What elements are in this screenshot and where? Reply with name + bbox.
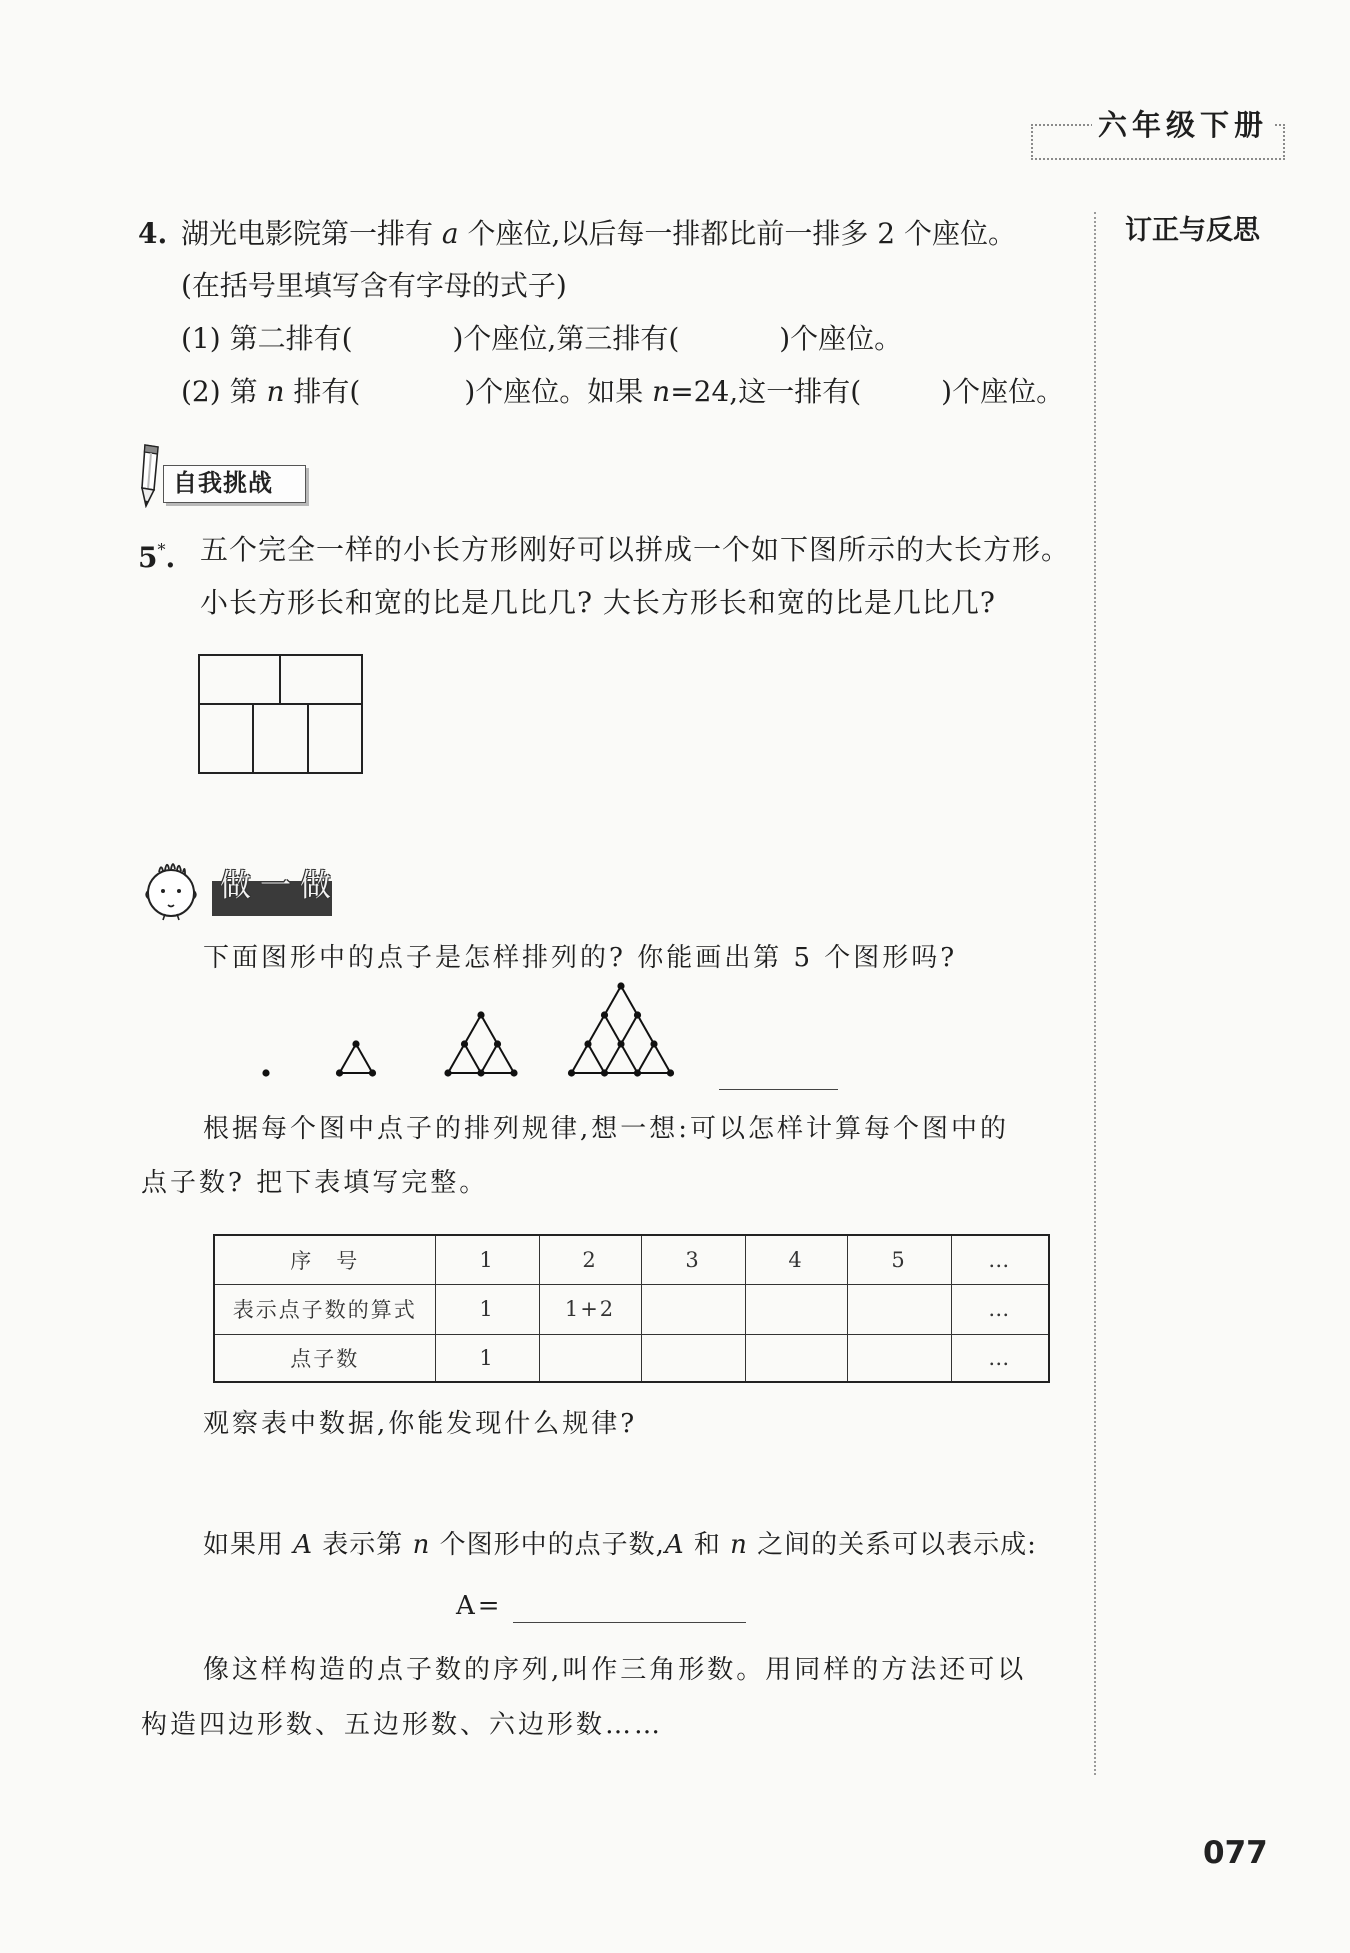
relation-text: 和 — [684, 1530, 731, 1560]
table-cell — [539, 1334, 641, 1382]
relation-text: 表示第 — [313, 1530, 413, 1560]
variable-A: A — [664, 1530, 685, 1560]
activity-intro: 下面图形中的点子是怎样排列的? 你能画出第 5 个图形吗? — [203, 943, 958, 973]
relation-text: 如果用 — [203, 1530, 294, 1560]
answer-blank — [861, 400, 941, 401]
dot-link-line — [588, 1044, 605, 1073]
variable-n: n — [266, 375, 285, 408]
table-cell — [847, 1334, 951, 1382]
observe-question: 观察表中数据,你能发现什么规律? — [203, 1409, 638, 1439]
dot — [601, 1069, 608, 1076]
dot — [584, 1040, 591, 1047]
formula-lhs: A= — [456, 1591, 503, 1621]
dot — [667, 1069, 674, 1076]
table-cell: 3 — [641, 1235, 745, 1284]
row-divider-line — [200, 703, 361, 705]
dot — [444, 1069, 451, 1076]
table-row — [214, 1284, 1049, 1334]
dot-link-line — [340, 1044, 357, 1073]
variable-n: n — [412, 1530, 431, 1560]
dot-count-table — [213, 1234, 1050, 1383]
formula-answer-line — [513, 1622, 746, 1623]
problem-5-statement: 五个完全一样的小长方形刚好可以拼成一个如下图所示的大长方形。 — [200, 533, 1071, 566]
row-header: 点子数 — [214, 1334, 435, 1382]
table-cell: … — [951, 1284, 1049, 1334]
table-cell: 2 — [539, 1235, 641, 1284]
cartoon-face-icon — [139, 857, 203, 921]
question-text: 排有( — [284, 375, 361, 408]
table-cell: 1 — [435, 1334, 539, 1382]
problem-4-statement — [181, 217, 1016, 251]
dot — [601, 1011, 608, 1018]
question-text: )个座位。如果 — [464, 375, 653, 408]
table-cell: 5 — [847, 1235, 951, 1284]
badge-label: 做一做 — [220, 868, 340, 904]
table-row — [214, 1334, 1049, 1382]
answer-blank — [360, 400, 464, 401]
correction-reflection-title: 订正与反思 — [1125, 215, 1260, 246]
dot — [262, 1069, 269, 1076]
table-cell — [745, 1284, 847, 1334]
do-it-badge — [212, 864, 340, 918]
table-cell: 1+2 — [539, 1284, 641, 1334]
dot-link-line — [481, 1044, 498, 1073]
page-number: 077 — [1203, 1835, 1268, 1871]
dot-figure-3 — [444, 1011, 517, 1076]
relation-question — [203, 1528, 1037, 1562]
dot — [336, 1069, 343, 1076]
dot — [494, 1040, 501, 1047]
dot-link-line — [356, 1044, 373, 1073]
margin-divider — [1094, 212, 1096, 1775]
problem-number: 5 — [138, 541, 158, 574]
question-text: =24,这一排有( — [670, 375, 862, 408]
dot — [352, 1040, 359, 1047]
row-header: 序 号 — [214, 1235, 435, 1284]
dot-figure-2 — [336, 1040, 376, 1076]
triangular-dot-figures — [230, 970, 710, 1085]
table-cell — [847, 1284, 951, 1334]
pencil-icon — [136, 442, 166, 508]
table-cell — [641, 1284, 745, 1334]
rectangle-puzzle-figure — [198, 654, 363, 774]
self-challenge-badge: 自我挑战 — [163, 465, 306, 503]
dot — [477, 1069, 484, 1076]
dot-figure-4 — [568, 982, 674, 1076]
dot-figure-1 — [262, 1069, 269, 1076]
dot-link-line — [638, 1044, 655, 1073]
answer-blank — [679, 347, 779, 348]
variable-n: n — [730, 1530, 748, 1560]
variable-n: n — [652, 375, 671, 408]
row-header: 表示点子数的算式 — [214, 1284, 435, 1334]
activity-paragraph-line-1: 根据每个图中点子的排列规律,想一想:可以怎样计算每个图中的 — [203, 1114, 1010, 1144]
relation-text: 之间的关系可以表示成: — [747, 1530, 1037, 1560]
table-cell — [641, 1334, 745, 1382]
activity-paragraph-line-2: 点子数? 把下表填写完整。 — [141, 1168, 489, 1198]
table-cell: 1 — [435, 1235, 539, 1284]
top-row-divider-line — [279, 656, 281, 703]
table-cell: 1 — [435, 1284, 539, 1334]
table-cell: … — [951, 1235, 1049, 1284]
fifth-figure-answer-line — [719, 1089, 838, 1090]
dot — [568, 1069, 575, 1076]
variable-a: a — [441, 217, 459, 250]
question-text: (2) 第 — [181, 375, 267, 408]
statement-text: 湖光电影院第一排有 — [181, 217, 442, 250]
dot — [510, 1069, 517, 1076]
problem-4-question-1 — [181, 322, 902, 356]
table-cell — [745, 1334, 847, 1382]
dot — [617, 1040, 624, 1047]
table-row — [214, 1235, 1049, 1284]
dot — [634, 1011, 641, 1018]
optional-mark: * — [157, 540, 166, 559]
dot-link-line — [465, 1044, 482, 1073]
question-text: (1) 第二排有( — [181, 322, 353, 355]
problem-4-number: 4. — [138, 217, 168, 250]
problem-4-question-2 — [181, 375, 1064, 409]
relation-text: 个图形中的点子数, — [430, 1530, 665, 1560]
bottom-row-divider-line — [252, 703, 254, 772]
dot — [650, 1040, 657, 1047]
closing-line-2: 构造四边形数、五边形数、六边形数…… — [141, 1710, 664, 1740]
problem-5-number — [138, 533, 175, 575]
dot — [477, 1011, 484, 1018]
problem-4-instruction: (在括号里填写含有字母的式子) — [181, 269, 567, 302]
grade-label: 六年级下册 — [1092, 106, 1274, 144]
dot — [369, 1069, 376, 1076]
dot — [634, 1069, 641, 1076]
question-text: )个座位。 — [779, 322, 903, 355]
variable-A: A — [293, 1530, 314, 1560]
question-text: )个座位,第三排有( — [452, 322, 680, 355]
table-cell: … — [951, 1334, 1049, 1382]
dot — [461, 1040, 468, 1047]
answer-blank — [353, 347, 453, 348]
bottom-row-divider-line — [307, 703, 309, 772]
number-dot: . — [165, 541, 176, 574]
question-text: )个座位。 — [941, 375, 1065, 408]
statement-text: 个座位,以后每一排都比前一排多 2 个座位。 — [458, 217, 1017, 250]
problem-5-question: 小长方形长和宽的比是几比几? 大长方形长和宽的比是几比几? — [200, 586, 996, 619]
dot — [617, 982, 624, 989]
table-cell: 4 — [745, 1235, 847, 1284]
closing-line-1: 像这样构造的点子数的序列,叫作三角形数。用同样的方法还可以 — [203, 1655, 1027, 1685]
